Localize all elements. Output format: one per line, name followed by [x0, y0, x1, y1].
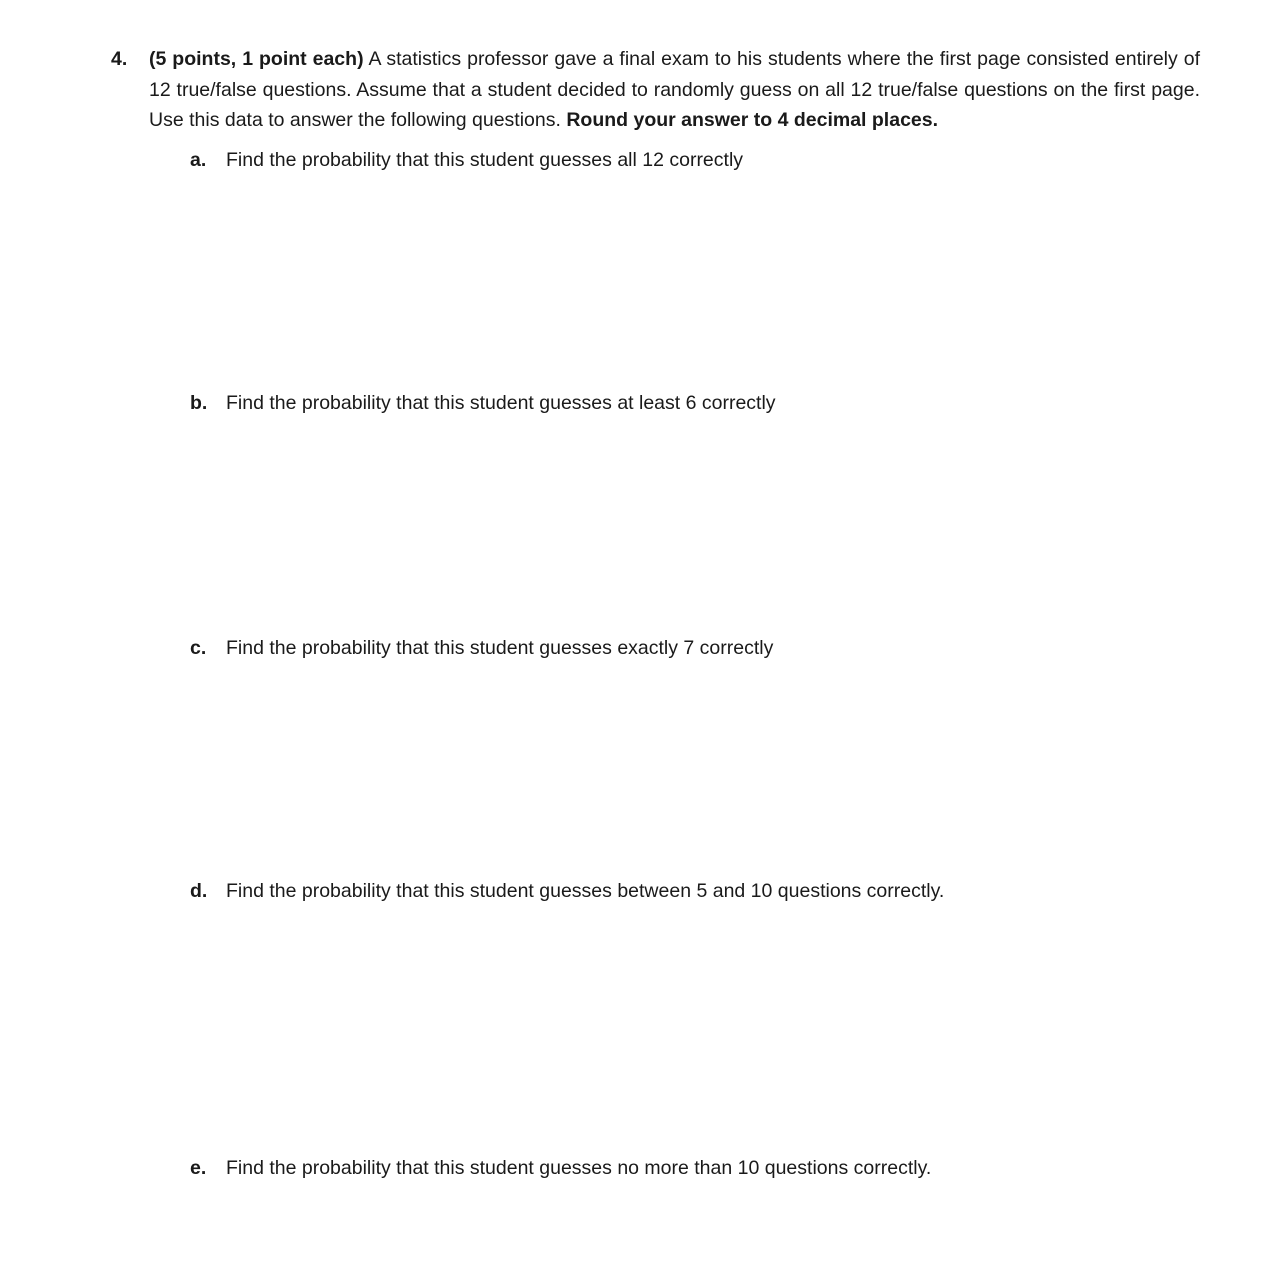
- part-e-text: Find the probability that this student guesses no more than 10 questions correctly.: [226, 1156, 932, 1179]
- question-part-e: [149, 1153, 1200, 1184]
- part-e-label: e.: [190, 1156, 207, 1179]
- question-part-c: [149, 633, 1200, 664]
- part-a-label: a.: [190, 148, 207, 171]
- part-b-text: Find the probability that this student guesses at least 6 correctly: [226, 392, 776, 414]
- question-points-label: (5 points, 1 point each): [149, 48, 364, 70]
- part-d-label: d.: [190, 880, 208, 902]
- part-c-label: c.: [190, 636, 207, 659]
- question-number: 4.: [111, 48, 128, 70]
- question-part-d: [149, 876, 1200, 907]
- part-a-text: Find the probability that this student guesses all 12 correctly: [226, 148, 744, 171]
- part-d-text: Find the probability that this student guesses between 5 and 10 questions correctly.: [226, 880, 945, 902]
- question-content: [149, 44, 1200, 1183]
- question-4: [111, 44, 1200, 1183]
- part-b-label: b.: [190, 392, 208, 414]
- question-body-text: A statistics professor gave a final exam to his students where the first page consisted entirely of 12 true/false questions. Assume that a student decided to randomly guess on all 12 true/false questions on the first page. Use this data to answer the following questions.: [149, 48, 1200, 131]
- question-intro: [149, 44, 1200, 136]
- question-part-b: [149, 388, 1200, 419]
- part-c-text: Find the probability that this student guesses exactly 7 correctly: [226, 636, 774, 659]
- question-rounding-instruction: Round your answer to 4 decimal places.: [566, 109, 939, 131]
- question-parts-list: [149, 145, 1200, 1184]
- question-part-a: [149, 145, 1200, 176]
